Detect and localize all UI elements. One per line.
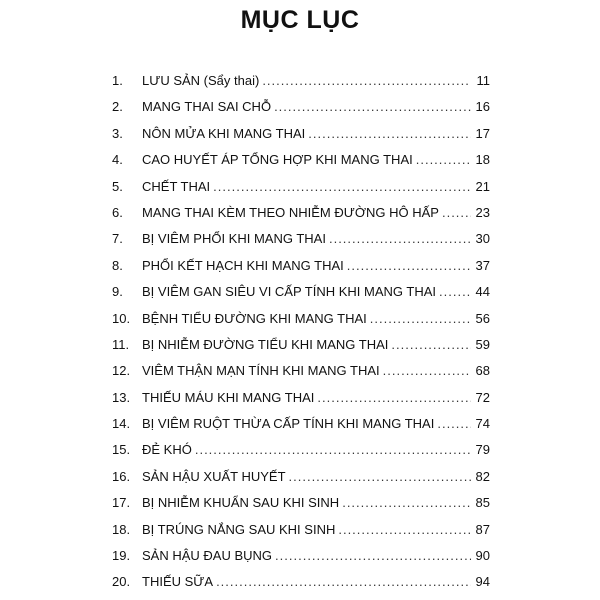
entry-title: MANG THAI KÈM THEO NHIỄM ĐƯỜNG HÔ HẤP	[142, 204, 439, 220]
entry-number: 7.	[112, 231, 123, 247]
entry-page-number: 94	[475, 574, 490, 590]
entry-page-number: 11	[476, 73, 490, 88]
entry-page-number: 87	[475, 521, 490, 537]
entry-number: 15.	[112, 442, 131, 458]
toc-entry	[112, 94, 490, 120]
entry-number: 1.	[112, 73, 123, 88]
toc-entry	[112, 147, 490, 173]
toc-entry	[112, 411, 490, 437]
entry-page-number: 16	[475, 99, 490, 115]
entry-number: 10.	[112, 310, 131, 326]
toc-entry	[112, 490, 490, 516]
entry-title: SẢN HẬU XUẤT HUYẾT	[142, 468, 286, 484]
dot-leader	[308, 121, 471, 147]
entry-page-number: 79	[475, 442, 490, 458]
entry-number: 8.	[112, 257, 123, 273]
entry-page-number: 21	[475, 178, 490, 194]
toc-entry	[112, 68, 490, 94]
entry-title: BỊ TRÚNG NẮNG SAU KHI SINH	[142, 521, 336, 537]
entry-number: 19.	[112, 548, 131, 564]
entry-page-number: 72	[475, 389, 490, 405]
entry-number: 2.	[112, 99, 123, 115]
entry-number: 17.	[112, 495, 131, 511]
toc-entry	[112, 200, 490, 226]
entry-page-number: 82	[475, 468, 490, 484]
entry-number: 12.	[112, 363, 131, 379]
entry-number: 9.	[112, 284, 123, 300]
entry-page-number: 68	[475, 363, 490, 379]
entry-page-number: 17	[475, 125, 490, 141]
toc-entry	[112, 174, 490, 200]
entry-page-number: 90	[475, 548, 490, 564]
entry-number: 20.	[112, 574, 131, 590]
dot-leader	[289, 464, 471, 490]
entry-title: CAO HUYẾT ÁP TỔNG HỢP KHI MANG THAI	[142, 152, 413, 168]
dot-leader	[383, 358, 471, 384]
dot-leader	[347, 253, 471, 279]
toc-entry	[112, 121, 490, 147]
entry-number: 16.	[112, 468, 131, 484]
entry-title: BỆNH TIỂU ĐƯỜNG KHI MANG THAI	[142, 310, 367, 326]
dot-leader	[437, 411, 471, 437]
toc-entry	[112, 253, 490, 279]
toc-entry	[112, 279, 490, 305]
dot-leader	[338, 517, 471, 543]
entry-title: VIÊM THẬN MẠN TÍNH KHI MANG THAI	[142, 363, 380, 379]
dot-leader	[213, 174, 471, 200]
dot-leader	[317, 385, 471, 411]
entry-title: THIẾU SỮA	[142, 574, 214, 590]
entry-title: NÔN MỬA KHI MANG THAI	[142, 125, 306, 141]
entry-title: PHỔI KẾT HẠCH KHI MANG THAI	[142, 257, 344, 273]
entry-title: ĐẺ KHÓ	[142, 442, 192, 458]
toc-entry	[112, 464, 490, 490]
entry-page-number: 85	[475, 495, 490, 511]
toc-entry	[112, 569, 490, 595]
entry-page-number: 74	[475, 416, 490, 432]
toc-entry	[112, 385, 490, 411]
dot-leader	[275, 543, 471, 569]
page-title: MỤC LỤC	[240, 6, 360, 34]
toc-entry	[112, 543, 490, 569]
entry-title: BỊ VIÊM RUỘT THỪA CẤP TÍNH KHI MANG THAI	[142, 416, 435, 432]
entry-page-number: 37	[475, 257, 490, 273]
dot-leader	[439, 279, 471, 305]
entry-title: SẢN HẬU ĐAU BỤNG	[142, 548, 273, 564]
dot-leader	[274, 94, 471, 120]
entry-title: BỊ VIÊM PHỔI KHI MANG THAI	[142, 231, 326, 247]
dot-leader	[391, 332, 471, 358]
dot-leader	[195, 437, 471, 463]
toc-entry	[112, 437, 490, 463]
entry-number: 18.	[112, 521, 131, 537]
toc-entry	[112, 332, 490, 358]
entry-page-number: 30	[475, 231, 490, 247]
dot-leader	[262, 68, 471, 94]
entry-page-number: 44	[475, 284, 490, 300]
entry-title: MANG THAI SAI CHỖ	[142, 99, 272, 115]
entry-number: 6.	[112, 204, 123, 220]
dot-leader	[416, 147, 471, 173]
entry-title: LƯU SẢN (Sẩy thai)	[142, 73, 260, 88]
table-of-contents	[112, 68, 490, 596]
entry-number: 5.	[112, 178, 123, 194]
entry-number: 14.	[112, 416, 131, 432]
dot-leader	[370, 306, 471, 332]
entry-title: CHẾT THAI	[142, 178, 211, 194]
dot-leader	[342, 490, 471, 516]
toc-entry	[112, 517, 490, 543]
entry-page-number: 59	[475, 336, 490, 352]
toc-entry	[112, 306, 490, 332]
entry-page-number: 56	[475, 310, 490, 326]
entry-title: BỊ VIÊM GAN SIÊU VI CẤP TÍNH KHI MANG THAI	[142, 284, 437, 300]
entry-number: 11.	[112, 336, 130, 352]
entry-number: 13.	[112, 389, 131, 405]
entry-title: BỊ NHIỄM KHUẨN SAU KHI SINH	[142, 495, 340, 511]
entry-title: THIẾU MÁU KHI MANG THAI	[142, 389, 315, 405]
toc-entry	[112, 226, 490, 252]
entry-page-number: 18	[475, 152, 490, 168]
entry-title: BỊ NHIỄM ĐƯỜNG TIỂU KHI MANG THAI	[142, 336, 389, 352]
entry-page-number: 23	[475, 204, 490, 220]
dot-leader	[442, 200, 471, 226]
dot-leader	[329, 226, 471, 252]
dot-leader	[216, 569, 471, 595]
toc-entry	[112, 358, 490, 384]
entry-number: 4.	[112, 152, 123, 168]
entry-number: 3.	[112, 125, 123, 141]
